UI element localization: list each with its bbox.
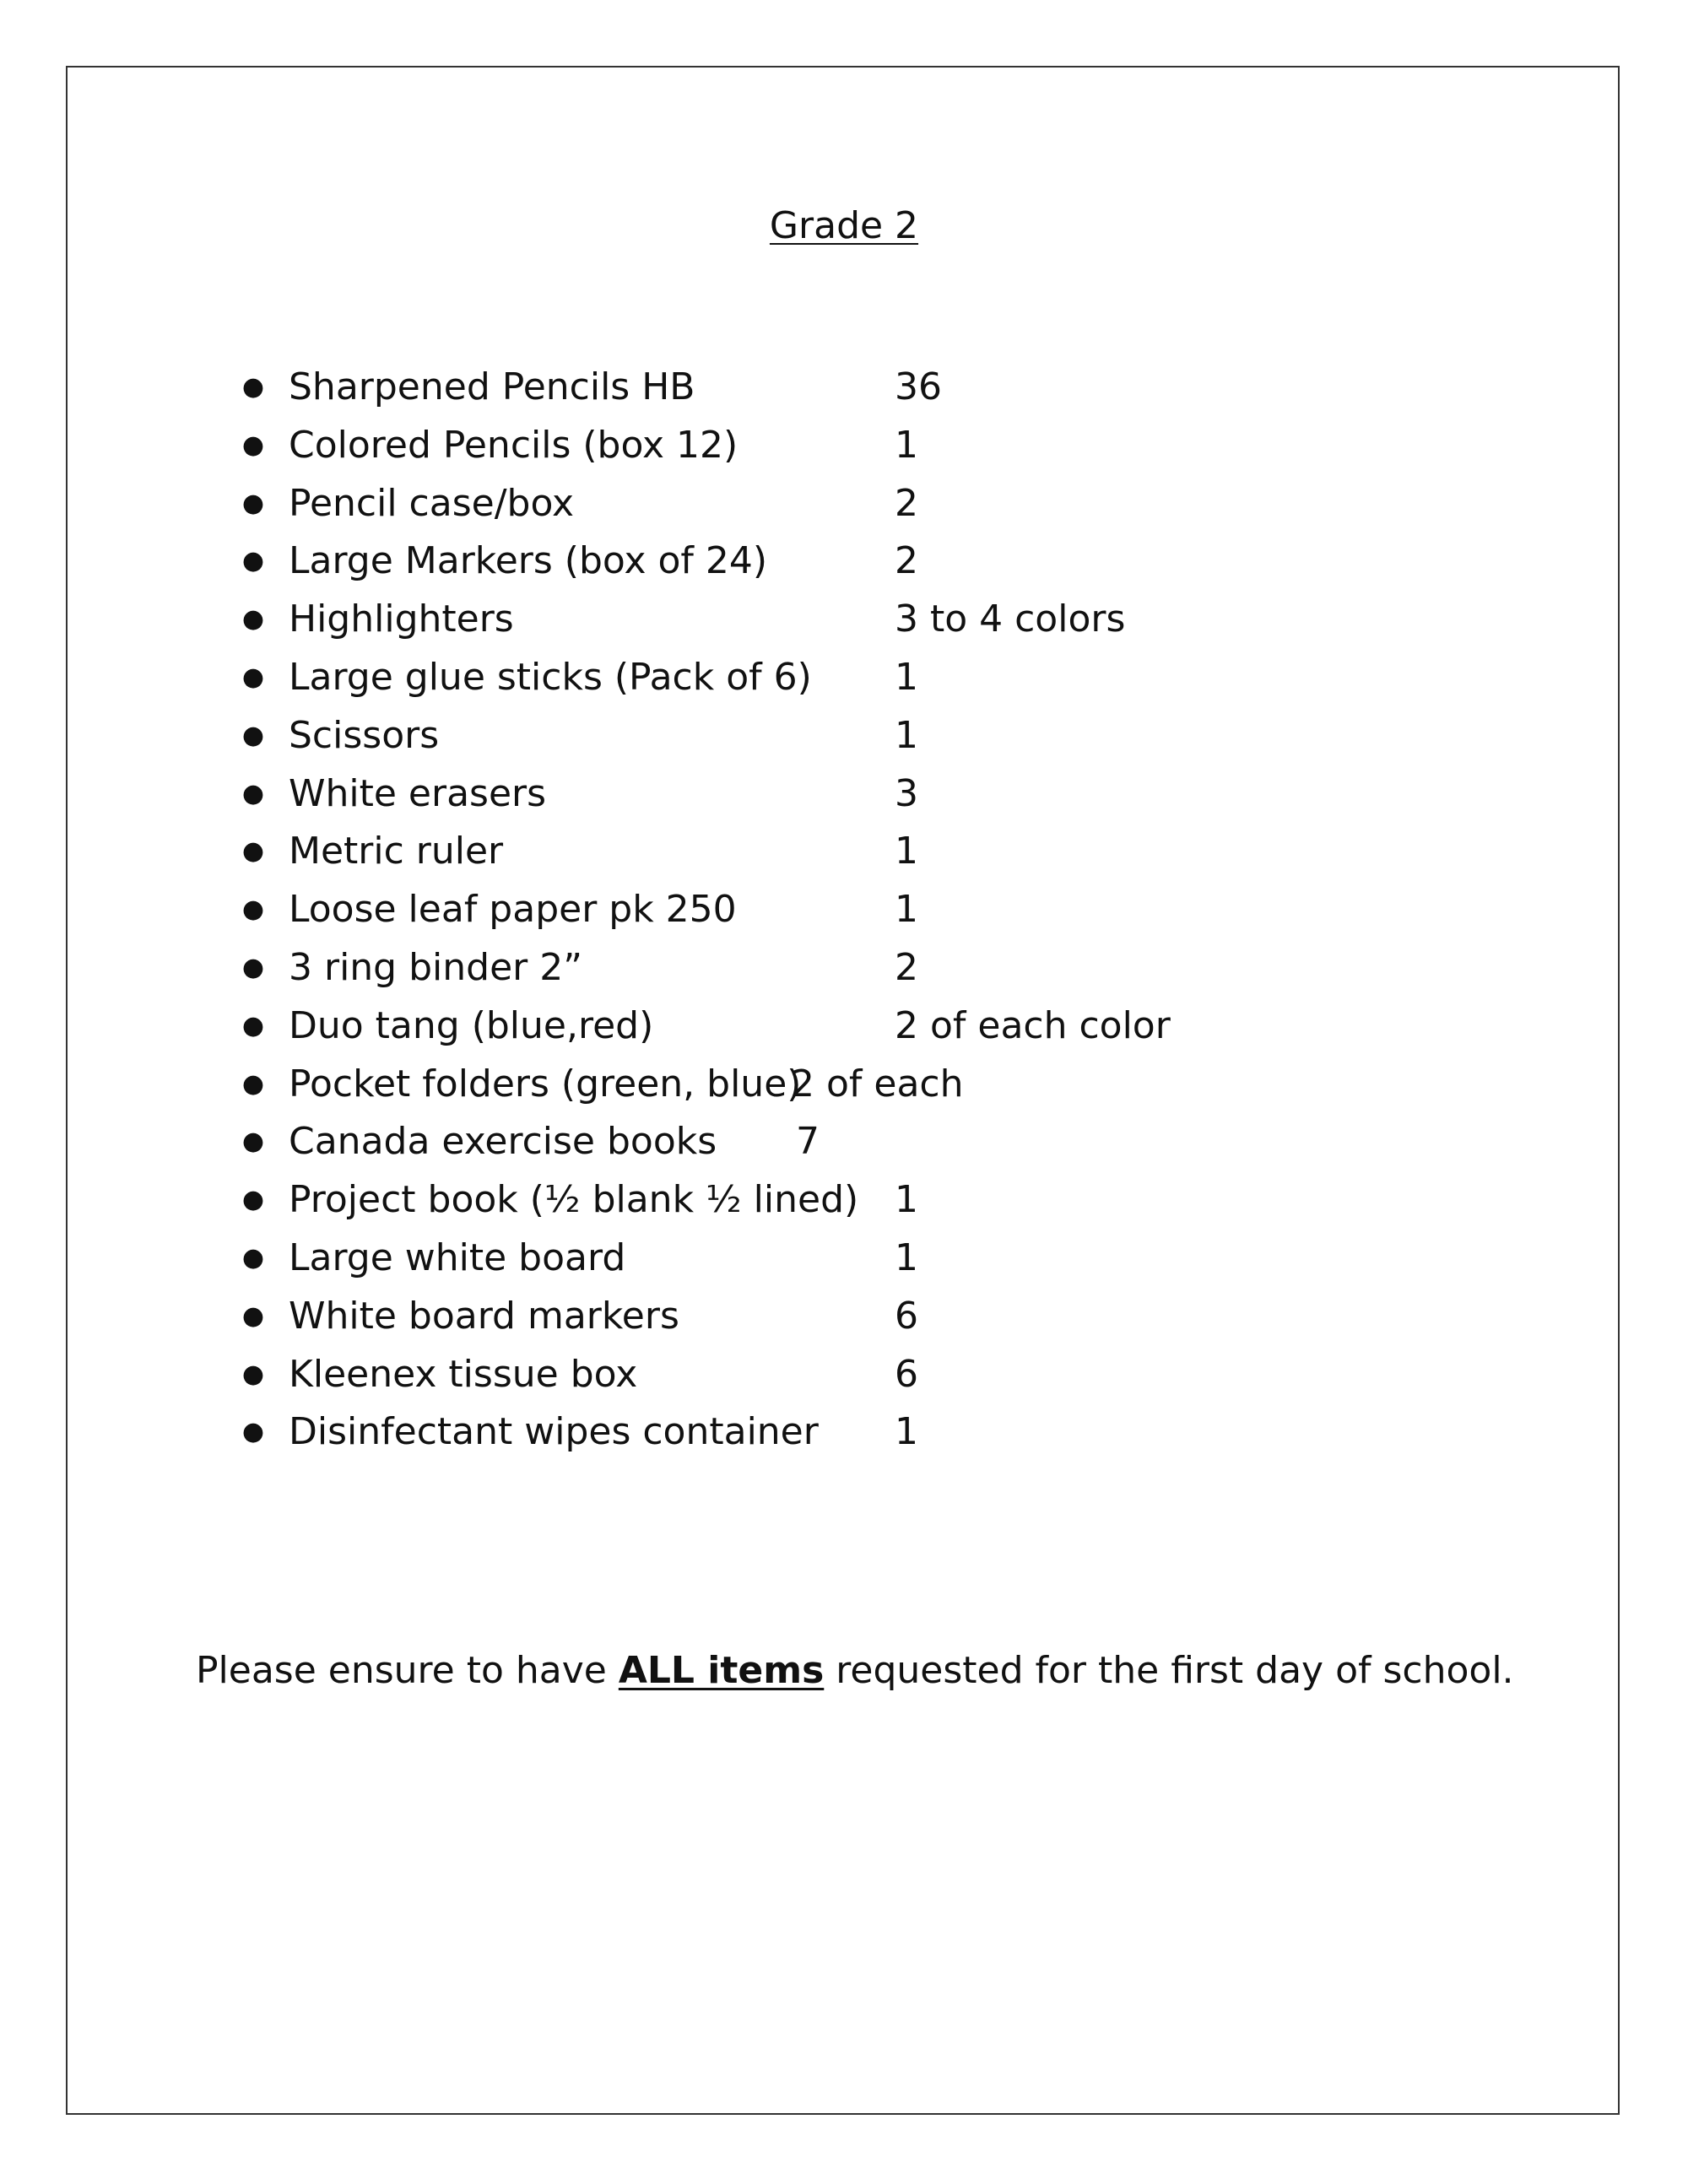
item-quantity: 2 of each	[791, 1062, 964, 1106]
item-name: Colored Pencils (box 12)	[289, 423, 738, 467]
item-quantity: 36	[895, 365, 942, 408]
item-name: Highlighters	[289, 597, 514, 641]
item-name: Loose leaf paper pk 250	[289, 888, 737, 932]
footer-note-after: requested for the first day of school.	[824, 1649, 1514, 1692]
item-name: Large white board	[289, 1235, 626, 1279]
bullet-icon: ●	[241, 1242, 265, 1273]
item-name: Pocket folders (green, blue)	[289, 1062, 802, 1106]
item-quantity: 1	[895, 1178, 918, 1222]
item-name: Project book (½ blank ½ lined)	[289, 1178, 859, 1222]
item-quantity: 2 of each color	[895, 1003, 1171, 1047]
item-quantity: 2	[895, 539, 918, 583]
item-name: 3 ring binder 2”	[289, 945, 583, 989]
item-name: Sharpened Pencils HB	[289, 365, 695, 408]
item-quantity: 1	[895, 655, 918, 699]
item-name: White erasers	[289, 771, 547, 815]
page-title-text: Grade 2	[769, 204, 919, 247]
item-quantity: 2	[895, 481, 918, 525]
item-quantity: 2	[895, 945, 918, 989]
item-name: Scissors	[289, 713, 440, 757]
item-name: Duo tang (blue,red)	[289, 1003, 654, 1047]
item-quantity: 1	[895, 1235, 918, 1279]
item-name: White board markers	[289, 1294, 679, 1338]
bullet-icon: ●	[241, 430, 265, 460]
item-quantity: 1	[895, 423, 918, 467]
bullet-icon: ●	[241, 1010, 265, 1041]
footer-note-emphasis: ALL items	[618, 1649, 825, 1692]
item-quantity: 3	[895, 771, 918, 815]
item-quantity: 1	[895, 713, 918, 757]
page-title	[0, 201, 1688, 251]
item-name: Pencil case/box	[289, 481, 575, 525]
bullet-icon: ●	[241, 1417, 265, 1447]
bullet-icon: ●	[241, 836, 265, 867]
item-quantity: 6	[895, 1294, 918, 1338]
footer-note	[196, 1646, 1514, 1696]
bullet-icon: ●	[241, 1300, 265, 1331]
bullet-icon: ●	[241, 1185, 265, 1215]
bullet-icon: ●	[241, 488, 265, 518]
item-name: Kleenex tissue box	[289, 1352, 638, 1396]
item-quantity: 7	[796, 1120, 820, 1164]
bullet-icon: ●	[241, 604, 265, 635]
bullet-icon: ●	[241, 1127, 265, 1157]
bullet-icon: ●	[241, 1359, 265, 1389]
item-name: Disinfectant wipes container	[289, 1410, 819, 1454]
bullet-icon: ●	[241, 546, 265, 576]
item-quantity: 6	[895, 1352, 918, 1396]
item-name: Canada exercise books	[289, 1120, 717, 1164]
item-quantity: 1	[895, 1410, 918, 1454]
bullet-icon: ●	[241, 720, 265, 750]
item-name: Metric ruler	[289, 830, 504, 873]
item-quantity: 1	[895, 830, 918, 873]
bullet-icon: ●	[241, 895, 265, 925]
item-quantity: 1	[895, 888, 918, 932]
bullet-icon: ●	[241, 952, 265, 982]
bullet-icon: ●	[241, 662, 265, 692]
footer-note-before: Please ensure to have	[196, 1649, 619, 1692]
bullet-icon: ●	[241, 778, 265, 808]
bullet-icon: ●	[241, 1068, 265, 1099]
item-name: Large Markers (box of 24)	[289, 539, 768, 583]
item-name: Large glue sticks (Pack of 6)	[289, 655, 812, 699]
item-quantity: 3 to 4 colors	[895, 597, 1126, 641]
bullet-icon: ●	[241, 372, 265, 402]
